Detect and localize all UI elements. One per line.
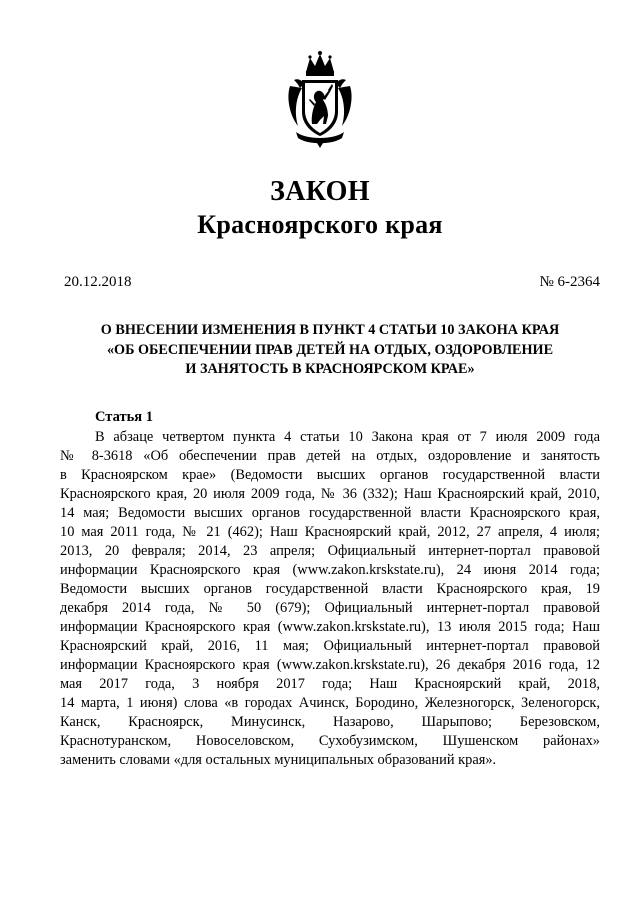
article-line: Красноярский край, 2016, 11 мая; Официальный интернет-портал правовой [60,638,600,654]
article-line: Краснотуранском, Новоселовском, Сухобузимском, Шушенском районах» [60,733,600,749]
article-line: В абзаце четвертом пункта 4 статьи 10 Закона края от 7 июля 2009 года [95,429,600,445]
article-line: Ведомости высших органов государственной власти Красноярского края, 19 [60,581,600,597]
article-line: 2013, 20 февраля; 2014, 23 апреля; Официальный интернет-портал правовой [60,543,600,559]
article-line: информации Красноярского края (www.zakon.krskstate.ru), 13 июля 2015 года; Наш [60,619,600,635]
article-line: информации Красноярского края (www.zakon.krskstate.ru), 24 июня 2014 года; [60,562,600,578]
article-line: декабря 2014 года, № 50 (679); Официальный интернет-портал правовой [60,600,600,616]
heading-line: «ОБ ОБЕСПЕЧЕНИИ ПРАВ ДЕТЕЙ НА ОТДЫХ, ОЗДОРОВЛЕНИЕ [106,341,554,358]
article-line: 14 марта, 1 июня) слова «в городах Ачинск, Бородино, Железногорск, Зеленогорск, [60,695,600,711]
article-line: заменить словами «для остальных муниципальных образований края». [60,752,497,768]
law-number: № 6-2364 [539,274,600,290]
article-line: Красноярского края, 20 июля 2009 года, № 36 (332); Наш Красноярский край, 2010, [60,486,600,502]
article-line: в Красноярском крае» (Ведомости высших органов государственной власти [60,467,600,483]
article-line: информации Красноярского края (www.zakon.krskstate.ru), 26 декабря 2016 года, 12 [60,657,600,673]
article-line: № 8-3618 «Об обеспечении прав детей на отдых, оздоровление и занятость [60,448,600,464]
article-body [60,428,600,770]
article-line: мая 2017 года, 3 ноября 2017 года; Наш Красноярский край, 2018, [60,676,600,692]
law-date: 20.12.2018 [64,274,132,290]
article-title: Статья 1 [95,409,153,425]
krasnoyarsk-coat-of-arms-icon [284,50,356,150]
article-line: Канск, Красноярск, Минусинск, Назарово, Шарыпово; Березовском, [60,714,600,730]
heading-line: И ЗАНЯТОСТЬ В КРАСНОЯРСКОМ КРАЕ» [185,361,475,377]
heading-line: О ВНЕСЕНИИ ИЗМЕНЕНИЯ В ПУНКТ 4 СТАТЬИ 10 ЗАКОНА КРАЯ [100,322,560,338]
law-region: Красноярского края [197,210,443,239]
article-line: 14 мая; Ведомости высших органов государственной власти Красноярского края, [60,505,600,521]
article-line: 10 мая 2011 года, № 21 (462); Наш Красноярский край, 2012, 27 апреля, 4 июля; [60,524,600,540]
law-heading [60,321,600,380]
law-title: ЗАКОН [270,176,370,207]
